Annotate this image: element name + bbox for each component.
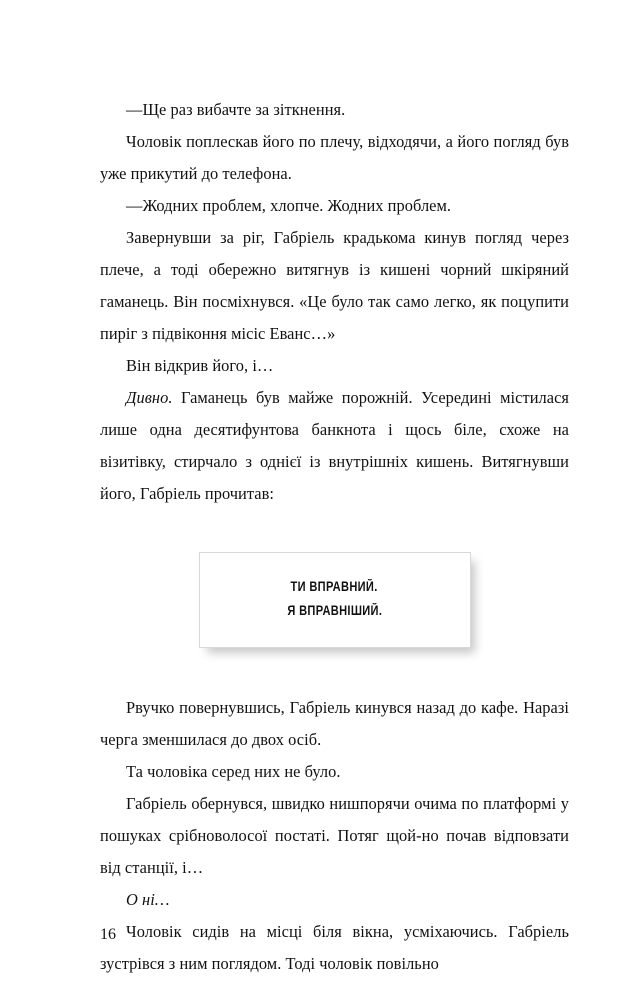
- paragraph: Чоловік сидів на місці біля вікна, усміхаючись. Габріель зустрівся з ним поглядом. Тоді чоловік повільно: [100, 922, 569, 973]
- paragraph: Чоловік поплескав його по плечу, відходячи, а його погляд був уже прикутий до телефона.: [100, 132, 569, 183]
- paragraph: Та чоловіка серед них не було.: [126, 762, 341, 781]
- paragraph: Рвучко повернувшись, Габріель кинувся назад до кафе. Наразі черга зменшилася до двох осіб.: [100, 698, 569, 749]
- page-number: 16: [100, 926, 116, 943]
- note-line-2: Я ВПРАВНІШИЙ.: [287, 603, 382, 618]
- paragraph: —Ще раз вибачте за зіткнення.: [126, 100, 346, 119]
- body-text-before-note: [100, 94, 569, 510]
- note-card-container: [100, 552, 569, 648]
- business-card-note: [199, 552, 471, 648]
- paragraph: —Жодних проблем, хлопче. Жодних проблем.: [126, 196, 452, 215]
- paragraph: Габріель обернувся, швидко нишпорячи очима по платформі у пошуках срібноволосої постаті. Потяг щой-но почав відповзати від станції, і…: [100, 794, 569, 877]
- note-line-1: ТИ ВПРАВНИЙ.: [290, 579, 379, 594]
- paragraph: Він відкрив його, і…: [126, 356, 274, 375]
- paragraph: О ні…: [126, 890, 170, 909]
- paragraph: Завернувши за ріг, Габріель крадькома кинув погляд через плече, а тоді обережно витягнув із кишені чорний шкіряний гаманець. Він посміхнувся. «Це було так само легко, як поцупити пиріг з підвіконня місіс Еванс…»: [100, 228, 569, 343]
- paragraph: Дивно. Гаманець був майже порожній. Усередині містилася лише одна десятифунтова банкнота і щось біле, схоже на візитівку, стирчало з однієї із внутрішніх кишень. Витягнувши його, Габріель прочитав:: [100, 388, 569, 503]
- body-text-after-note: [100, 692, 569, 980]
